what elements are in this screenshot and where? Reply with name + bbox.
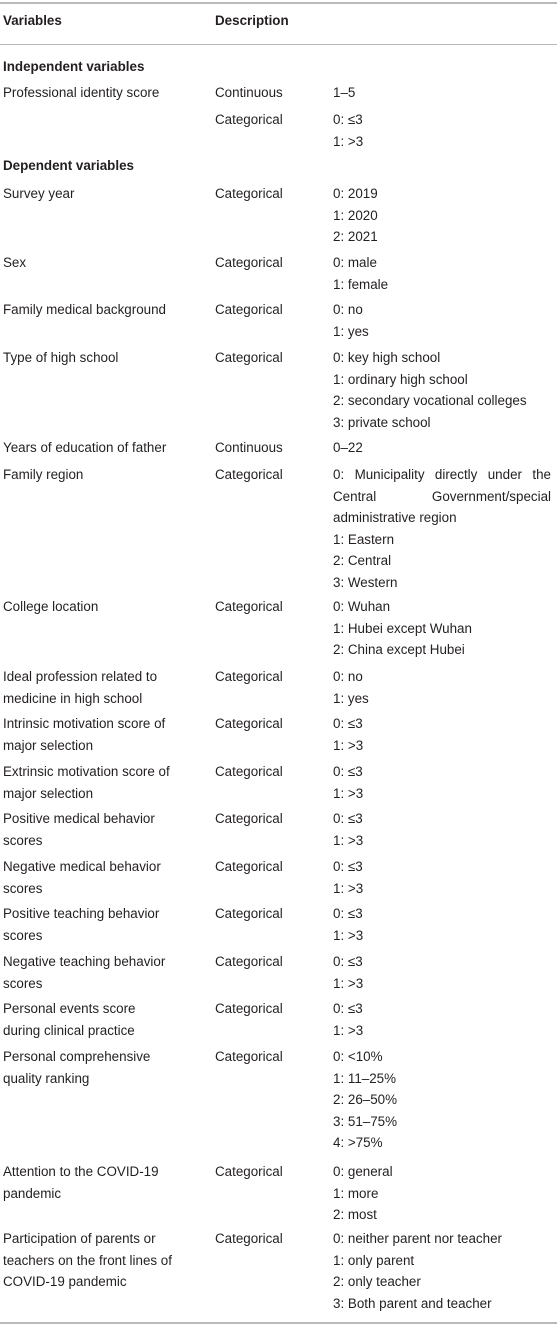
value-code: 3: private school <box>333 414 431 430</box>
variable-name: Intrinsic motivation score of <box>3 716 166 731</box>
variable-name: quality ranking <box>3 1070 90 1086</box>
variable-name: Participation of parents or <box>3 1231 156 1246</box>
header-variables: Variables <box>3 13 62 28</box>
variable-type: Continuous <box>215 85 283 100</box>
variable-type: Categorical <box>215 186 283 201</box>
variable-name: major selection <box>3 737 94 753</box>
table-top-rule <box>0 2 557 4</box>
variable-name: Personal comprehensive <box>3 1049 151 1064</box>
value-code: 1: >3 <box>333 785 364 801</box>
value-code: 1: Hubei except Wuhan <box>333 620 472 636</box>
variable-type: Categorical <box>215 1049 283 1064</box>
value-code: 0: 2019 <box>333 186 378 201</box>
value-code: 1: yes <box>333 690 369 706</box>
value-code: 0: male <box>333 255 377 270</box>
variable-type: Categorical <box>215 954 283 969</box>
value-code: 3: Both parent and teacher <box>333 1295 492 1311</box>
variable-type: Categorical <box>215 599 283 614</box>
value-code: 4: >75% <box>333 1135 383 1150</box>
variable-type: Categorical <box>215 859 283 874</box>
variable-type: Categorical <box>215 906 283 921</box>
value-code: 1: >3 <box>333 927 364 943</box>
value-code: 0: ≤3 <box>333 764 363 779</box>
value-code: 3: Western <box>333 574 398 590</box>
value-code: 1: >3 <box>333 1022 364 1038</box>
variable-type: Categorical <box>215 1001 283 1016</box>
variable-type: Categorical <box>215 302 283 317</box>
variable-name: College location <box>3 599 99 614</box>
variable-name: scores <box>3 880 43 896</box>
value-code: 0–22 <box>333 440 363 455</box>
value-code: 1: >3 <box>333 975 364 991</box>
variable-type: Categorical <box>215 669 283 684</box>
value-code: 1–5 <box>333 85 356 100</box>
value-code: 1: 2020 <box>333 207 378 223</box>
value-code: 0: general <box>333 1164 393 1179</box>
variable-type: Continuous <box>215 440 283 455</box>
variable-name: scores <box>3 832 43 848</box>
table-bottom-rule <box>0 1322 557 1324</box>
value-code: 3: 51–75% <box>333 1113 398 1129</box>
value-code: 0: no <box>333 669 363 684</box>
value-code: 1: only parent <box>333 1252 415 1268</box>
variable-name: Family region <box>3 467 84 482</box>
value-code: 2: 26–50% <box>333 1092 398 1107</box>
variable-type: Categorical <box>215 467 283 482</box>
value-code: 1: >3 <box>333 737 364 753</box>
variable-type: Categorical <box>215 1164 283 1179</box>
value-code: 0: ≤3 <box>333 112 363 127</box>
value-code: 0: neither parent nor teacher <box>333 1231 502 1246</box>
value-code: 0: ≤3 <box>333 716 363 731</box>
variable-name: Professional identity score <box>3 85 160 100</box>
value-code: 2: most <box>333 1207 377 1222</box>
value-code: 0: ≤3 <box>333 1001 363 1016</box>
value-code: 0: no <box>333 302 363 317</box>
value-code: 0: ≤3 <box>333 859 363 874</box>
value-code: 2: Central <box>333 553 392 568</box>
variable-name: scores <box>3 975 43 991</box>
value-code: 1: more <box>333 1185 379 1201</box>
value-code: 1: Eastern <box>333 531 395 547</box>
value-code: 2: secondary vocational colleges <box>333 393 527 408</box>
value-code: 0: ≤3 <box>333 811 363 826</box>
variable-name: Survey year <box>3 186 75 201</box>
variable-name: Negative medical behavior <box>3 859 161 874</box>
variable-name: medicine in high school <box>3 690 143 706</box>
section-title: Dependent variables <box>3 158 134 173</box>
value-code: 0: ≤3 <box>333 954 363 969</box>
variable-name: COVID-19 pandemic <box>3 1274 127 1289</box>
value-code: 2: only teacher <box>333 1274 421 1289</box>
variable-type: Categorical <box>215 112 283 127</box>
value-description: 0: Municipality directly under the Central Government/special administrative region <box>333 467 551 525</box>
value-code: 1: >3 <box>333 832 364 848</box>
value-code: 0: ≤3 <box>333 906 363 921</box>
variable-type: Categorical <box>215 1231 283 1246</box>
variable-type: Categorical <box>215 764 283 779</box>
variable-name: Positive medical behavior <box>3 811 155 826</box>
variable-name: Sex <box>3 255 27 270</box>
variable-name: Years of education of father <box>3 440 167 455</box>
value-code: 1: >3 <box>333 880 364 896</box>
value-code: 0: <10% <box>333 1049 383 1064</box>
variable-type: Categorical <box>215 350 283 365</box>
value-code: 0: key high school <box>333 350 441 365</box>
variable-name: Type of high school <box>3 350 119 365</box>
variable-name: during clinical practice <box>3 1022 135 1038</box>
value-code: 0: Wuhan <box>333 599 391 614</box>
variable-name: pandemic <box>3 1185 62 1201</box>
variable-name: Ideal profession related to <box>3 669 158 684</box>
variable-type: Categorical <box>215 716 283 731</box>
value-code: 1: >3 <box>333 133 364 149</box>
variable-name: major selection <box>3 785 94 801</box>
header-rule <box>0 44 557 45</box>
section-title: Independent variables <box>3 59 145 74</box>
variable-type: Categorical <box>215 811 283 826</box>
variable-name: Negative teaching behavior <box>3 954 166 969</box>
header-description: Description <box>215 13 289 28</box>
variable-name: Personal events score <box>3 1001 136 1016</box>
variable-name: scores <box>3 927 43 943</box>
variable-type: Categorical <box>215 255 283 270</box>
variable-name: teachers on the front lines of <box>3 1252 172 1268</box>
variable-name: Extrinsic motivation score of <box>3 764 170 779</box>
value-code: 2: 2021 <box>333 229 378 244</box>
variable-name: Family medical background <box>3 302 166 317</box>
value-code: 1: 11–25% <box>333 1070 397 1086</box>
value-code: 1: female <box>333 276 389 292</box>
value-code: 2: China except Hubei <box>333 642 465 657</box>
value-code: 1: yes <box>333 323 369 339</box>
value-code: 1: ordinary high school <box>333 371 468 387</box>
variable-name: Positive teaching behavior <box>3 906 160 921</box>
variable-name: Attention to the COVID-19 <box>3 1164 159 1179</box>
